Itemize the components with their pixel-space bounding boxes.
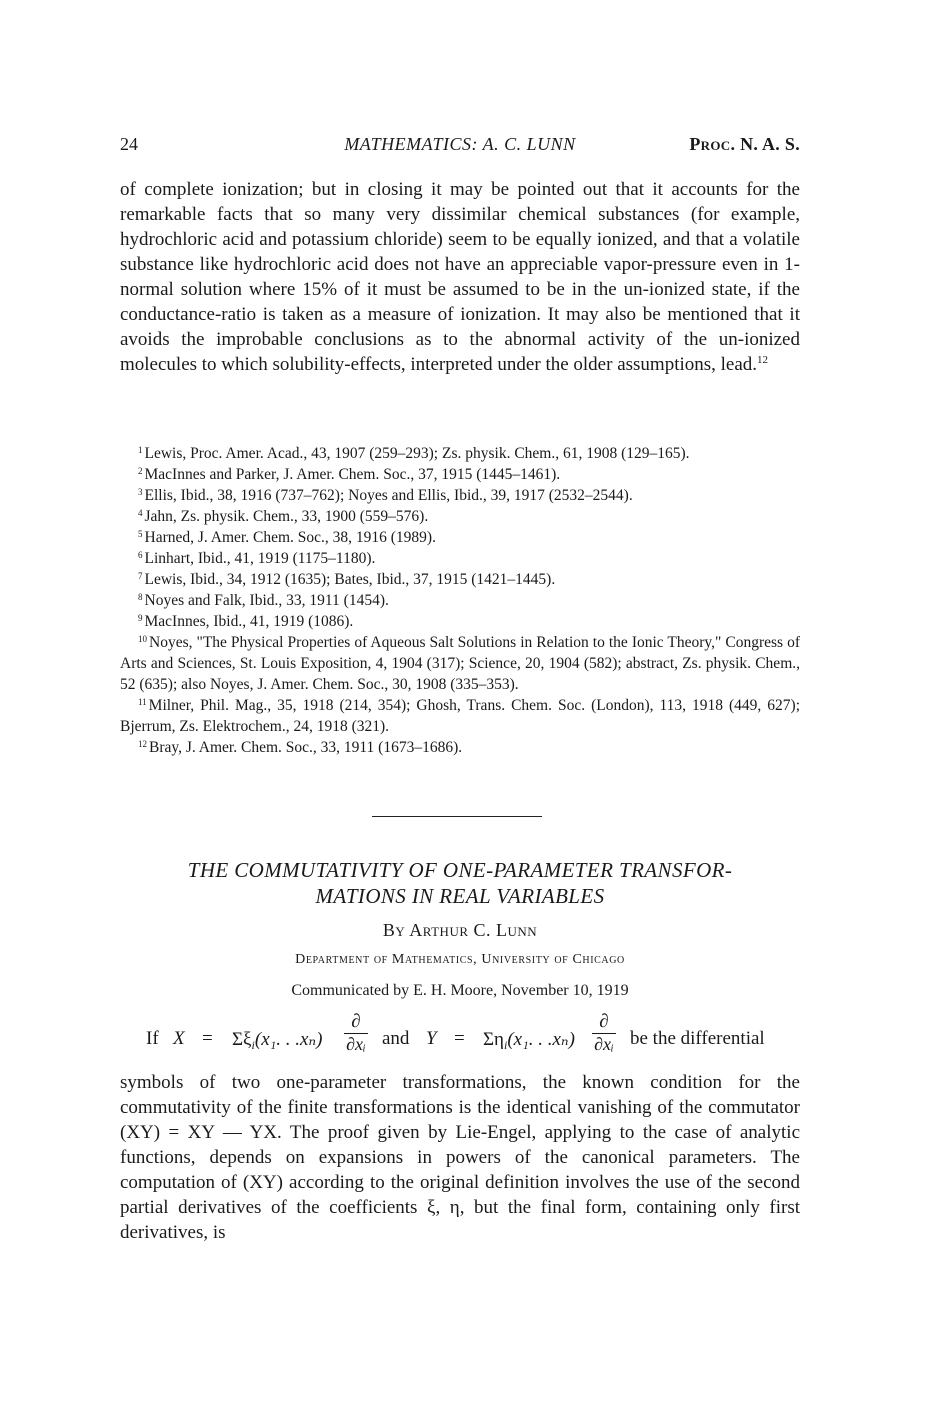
eq-x-sum: Σξ	[232, 1029, 252, 1050]
page-number: 24	[120, 134, 138, 154]
eq-numerator-2: ∂	[599, 1011, 609, 1032]
article-title-line-1: THE COMMUTATIVITY OF ONE-PARAMETER TRANSFOR-	[187, 858, 733, 882]
footnote	[120, 632, 800, 695]
section-divider	[372, 816, 542, 817]
footnote-text: Lewis, Proc. Amer. Acad., 43, 1907 (259–293); Zs. physik. Chem., 61, 1908 (129–165).	[144, 445, 690, 462]
footnote	[120, 569, 800, 590]
footnote-number: 9	[138, 613, 143, 623]
footnote-number: 2	[138, 466, 143, 476]
footnote-text: Noyes, "The Physical Properties of Aqueous Salt Solutions in Relation to the Ionic Theory," Congress of Arts and Sciences, St. Louis Exposition, 4, 1904 (317); Science, 20, 1904 (582); abstract, Zs. physik. Chem., 52 (635); also Noyes, J. Amer. Chem. Soc., 30, 1908 (335–353).	[120, 634, 800, 693]
equation-line	[146, 1012, 806, 1062]
footnote-number: 1	[138, 445, 143, 455]
body-paragraph-text: of complete ionization; but in closing it may be pointed out that it accounts for the remarkable facts that so many very dissimilar chemical substances (for example, hydrochloric acid and potassium chloride) seem to be equally ionized, and that a volatile substance like hydrochloric acid does not have an appreciable vapor-pressure even in 1-normal solution where 15% of it must be assumed to be in the un-ionized state, if the conductance-ratio is taken as a measure of ionization. It may also be mentioned that it avoids the improbable conclusions as to the abnormal activity of the un-ionized molecules to which solubility-effects, interpreted under the older assumptions, lead.	[120, 179, 800, 375]
footnote-text: Ellis, Ibid., 38, 1916 (737–762); Noyes and Ellis, Ibid., 39, 1917 (2532–2544).	[144, 487, 633, 504]
footnote-number: 12	[138, 739, 147, 749]
footnote-text: MacInnes, Ibid., 41, 1919 (1086).	[144, 613, 354, 630]
footnote	[120, 737, 800, 758]
eq-y-term	[483, 1028, 575, 1053]
eq-fraction-1	[344, 1012, 368, 1054]
eq-denominator-2: ∂xᵢ	[594, 1034, 614, 1054]
footnote-number: 6	[138, 550, 143, 560]
footnote-number: 8	[138, 592, 143, 602]
eq-denominator-1: ∂xᵢ	[346, 1034, 366, 1054]
eq-y-sum: Ση	[483, 1029, 504, 1050]
footnote	[120, 695, 800, 737]
article-title-line-2: MATIONS IN REAL VARIABLES	[315, 884, 605, 908]
eq-numerator-1: ∂	[351, 1011, 361, 1032]
footnote	[120, 485, 800, 506]
footnote-number: 3	[138, 487, 143, 497]
footnote-number: 10	[138, 634, 147, 644]
footnote-number: 5	[138, 529, 143, 539]
footnotes-list	[120, 443, 800, 758]
eq-x-args: (x₁. . .xₙ)	[254, 1029, 323, 1050]
footnote-number: 11	[138, 697, 147, 707]
footnote	[120, 611, 800, 632]
eq-lead: If	[146, 1028, 159, 1049]
author-affiliation: Department of Mathematics, University of Chicago	[295, 952, 625, 967]
body-paragraph	[120, 177, 800, 377]
communicated-by: Communicated by E. H. Moore, November 10, 1919	[291, 982, 629, 999]
eq-y-sub: i	[504, 1038, 508, 1052]
eq-x-var: X	[173, 1028, 185, 1049]
running-header	[120, 134, 800, 158]
eq-y-var: Y	[426, 1028, 437, 1049]
footnote-text: Bray, J. Amer. Chem. Soc., 33, 1911 (1673–1686).	[149, 739, 463, 756]
journal-abbreviation: Proc. N. A. S.	[689, 134, 800, 154]
eq-and: and	[382, 1028, 410, 1049]
eq-tail: be the differential	[630, 1028, 765, 1049]
footnote-text: Jahn, Zs. physik. Chem., 33, 1900 (559–576).	[144, 508, 429, 525]
footnote-text: Harned, J. Amer. Chem. Soc., 38, 1916 (1989).	[144, 529, 436, 546]
footnote-text: Lewis, Ibid., 34, 1912 (1635); Bates, Ibid., 37, 1915 (1421–1445).	[144, 571, 556, 588]
intro-paragraph: symbols of two one-parameter transformations, the known condition for the commutativity of the finite transformations is the identical vanishing of the commutator (XY) = XY — YX. The proof given by Lie-Engel, applying to the case of analytic functions, depends on expansions in powers of the canonical parameters. The computation of (XY) according to the original definition involves the use of the second partial derivatives of the coefficients ξ, η, but the final form, containing only first derivatives, is	[120, 1072, 800, 1243]
eq-equals-2: =	[454, 1028, 465, 1049]
footnote-reference: 12	[757, 354, 769, 366]
eq-y-args: (x₁. . .xₙ)	[507, 1029, 575, 1050]
running-title: MATHEMATICS: A. C. LUNN	[344, 134, 576, 154]
article-title	[120, 857, 800, 909]
footnote	[120, 548, 800, 569]
eq-x-term	[232, 1028, 322, 1053]
footnote-text: MacInnes and Parker, J. Amer. Chem. Soc., 37, 1915 (1445–1461).	[144, 466, 561, 483]
eq-x-sub: i	[251, 1038, 255, 1052]
footnote-number: 7	[138, 571, 143, 581]
eq-equals-1: =	[202, 1028, 213, 1049]
eq-fraction-2	[592, 1012, 616, 1054]
footnote-text: Linhart, Ibid., 41, 1919 (1175–1180).	[144, 550, 376, 567]
footnote	[120, 443, 800, 464]
footnote-text: Noyes and Falk, Ibid., 33, 1911 (1454).	[144, 592, 389, 609]
footnote	[120, 527, 800, 548]
footnote	[120, 464, 800, 485]
footnote-text: Milner, Phil. Mag., 35, 1918 (214, 354); Ghosh, Trans. Chem. Soc. (London), 113, 1918 (449, 627); Bjerrum, Zs. Elektrochem., 24, 1918 (321).	[120, 697, 800, 735]
footnote	[120, 590, 800, 611]
footnote	[120, 506, 800, 527]
footnote-number: 4	[138, 508, 143, 518]
article-author: By Arthur C. Lunn	[382, 920, 538, 940]
